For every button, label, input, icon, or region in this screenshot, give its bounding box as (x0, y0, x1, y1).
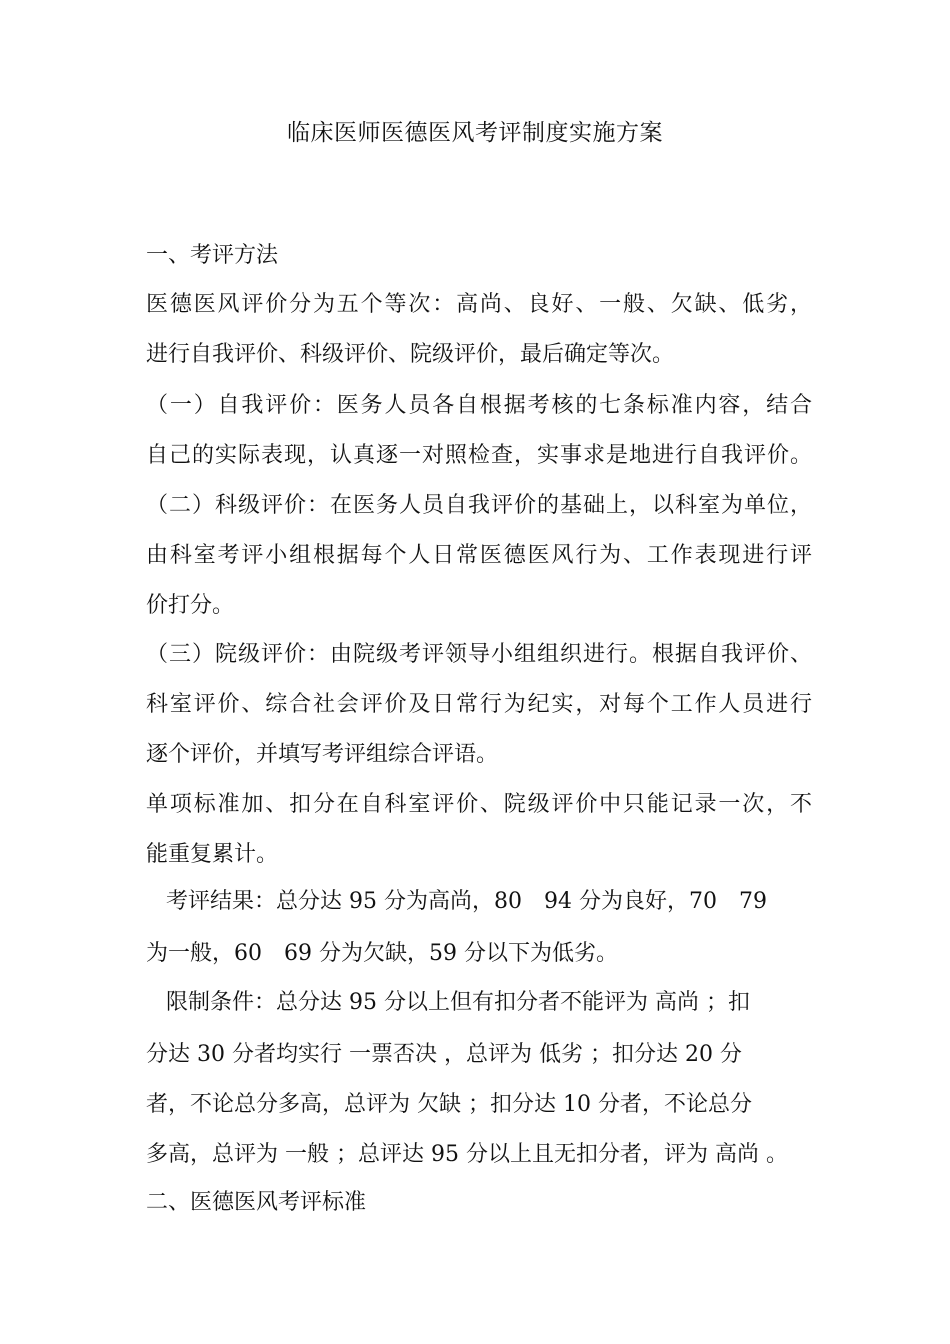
section-heading-evaluation-method: 一、考评方法 (146, 243, 279, 268)
paragraph-line: 者，不论总分多高，总评为 欠缺 ；扣分达 10 分者，不论总分 (146, 1092, 752, 1117)
paragraph-line: 为一般，60 69 分为欠缺，59 分以下为低劣。 (146, 941, 618, 966)
paragraph-line: 考评结果：总分达 95 分为高尚，80 94 分为良好，70 79 (166, 889, 767, 914)
paragraph-line: 逐个评价，并填写考评组综合评语。 (146, 742, 499, 767)
paragraph-line: 多高，总评为 一般 ；总评达 95 分以上且无扣分者，评为 高尚 。 (146, 1142, 788, 1167)
paragraph-line: 单项标准加、扣分在自科室评价、院级评价中只能记录一次，不 (146, 792, 812, 817)
paragraph-line: （三）院级评价：由院级考评领导小组组织进行。根据自我评价、 (146, 642, 812, 667)
paragraph-line: 由科室考评小组根据每个人日常医德医风行为、工作表现进行评 (146, 543, 812, 568)
paragraph-line: 价打分。 (146, 593, 235, 618)
paragraph-line: 限制条件：总分达 95 分以上但有扣分者不能评为 高尚 ；扣 (166, 990, 750, 1015)
document-title: 临床医师医德医风考评制度实施方案 (287, 120, 663, 146)
section-heading-evaluation-standards: 二、医德医风考评标准 (146, 1190, 367, 1215)
paragraph-line: （二）科级评价：在医务人员自我评价的基础上，以科室为单位， (146, 493, 812, 518)
paragraph-line: 医德医风评价分为五个等次：高尚、良好、一般、欠缺、低劣， (146, 292, 812, 317)
paragraph-line: 进行自我评价、科级评价、院级评价，最后确定等次。 (146, 342, 675, 367)
paragraph-line: 能重复累计。 (146, 842, 279, 867)
paragraph-line: 科室评价、综合社会评价及日常行为纪实，对每个工作人员进行 (146, 692, 812, 717)
paragraph-line: （一）自我评价：医务人员各自根据考核的七条标准内容，结合 (146, 393, 812, 418)
paragraph-line: 自己的实际表现，认真逐一对照检查，实事求是地进行自我评价。 (146, 443, 812, 468)
paragraph-line: 分达 30 分者均实行 一票否决 ，总评为 低劣 ；扣分达 20 分 (146, 1042, 742, 1067)
